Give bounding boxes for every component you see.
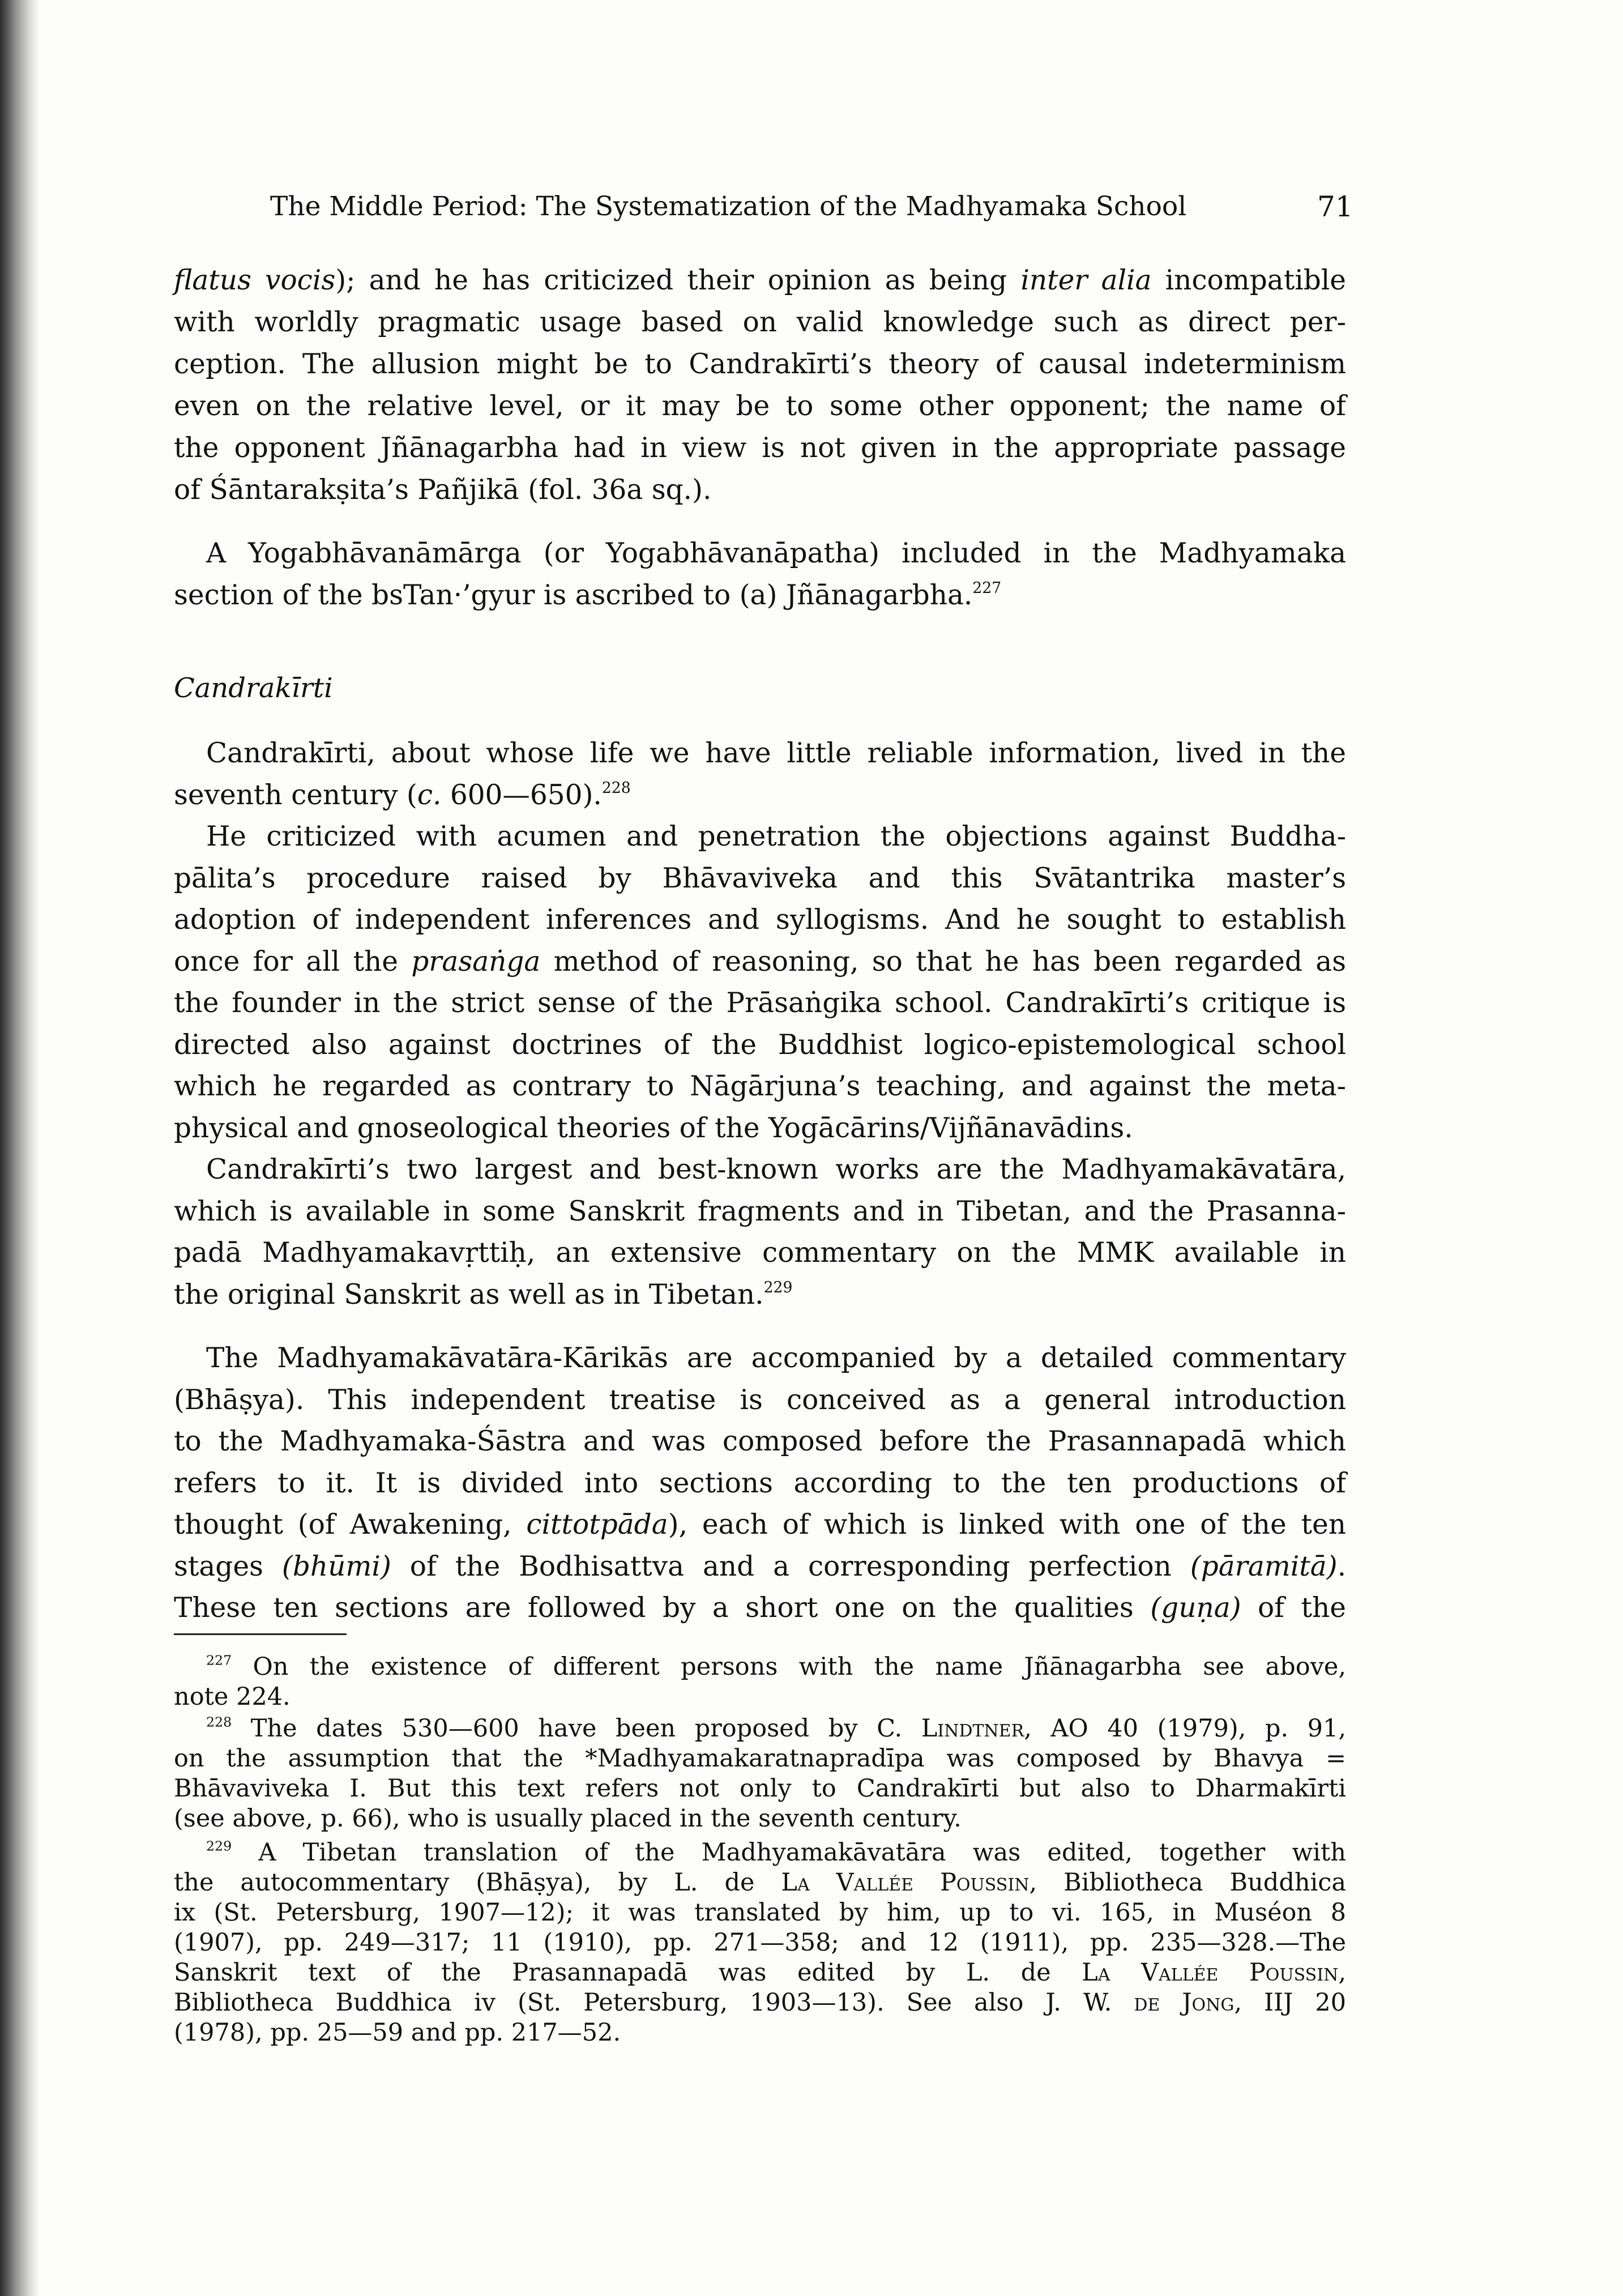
text-line	[174, 532, 1346, 574]
text-run: ception. The allusion might be to Candrakīrti’s theory of causal indeterminism	[174, 348, 1346, 380]
text-run: the autocommentary (Bhāṣya), by L. de	[174, 1868, 781, 1897]
italic-text: c.	[417, 779, 442, 811]
text-run: of the Bodhisattva and a corresponding perfection	[391, 1550, 1190, 1582]
footnote-marker: 229	[763, 1278, 793, 1296]
text-run: (1907), pp. 249—317; 11 (1910), pp. 271—358; and 12 (1911), pp. 235—328.—The	[174, 1928, 1346, 1957]
text-line	[174, 574, 1346, 616]
text-run: A Tibetan translation of the Madhyamakāvatāra was edited, together with	[232, 1838, 1346, 1867]
text-line	[174, 899, 1346, 941]
running-title: The Middle Period: The Systematization of the Madhyamaka School	[270, 191, 1187, 222]
italic-text: (bhūmi)	[281, 1550, 391, 1582]
text-run: These ten sections are followed by a short one on the qualities	[174, 1592, 1151, 1624]
text-run: stages	[174, 1550, 282, 1582]
text-run: of the	[1241, 1592, 1346, 1624]
text-run: even on the relative level, or it may be to some other opponent; the name of	[174, 390, 1346, 422]
paragraph-continuation	[174, 259, 1346, 511]
text-line	[174, 1988, 1346, 2018]
text-line	[174, 1714, 1346, 1744]
text-run: (Bhāṣya). This independent treatise is conceived as a general introduction	[174, 1384, 1346, 1416]
text-line	[174, 1504, 1346, 1546]
text-line	[174, 385, 1346, 427]
running-header	[270, 187, 1353, 227]
text-line	[174, 1868, 1346, 1898]
text-run: which is available in some Sanskrit fragments and in Tibetan, and the Prasanna-	[174, 1195, 1346, 1227]
text-run: directed also against doctrines of the Buddhist logico-epistemological school	[174, 1028, 1346, 1061]
text-line	[174, 733, 1346, 775]
text-line	[174, 1546, 1346, 1588]
text-run: of Śāntarakṣita’s Pañjikā (fol. 36a sq.).	[174, 474, 712, 506]
text-line	[174, 1774, 1346, 1804]
text-line	[174, 2018, 1346, 2048]
text-run: refers to it. It is divided into sections according to the ten productions of	[174, 1467, 1346, 1499]
text-run: 600—650).	[441, 779, 602, 811]
text-line	[174, 1744, 1346, 1774]
text-run: ,	[1338, 1958, 1347, 1987]
text-run: physical and gnoseological theories of the Yogācārins/Vijñānavādins.	[174, 1112, 1133, 1144]
text-run: seventh century (	[174, 779, 417, 811]
author-name-small-caps: Lindtner	[921, 1714, 1024, 1743]
text-line	[174, 1025, 1346, 1066]
text-line	[174, 1338, 1346, 1380]
text-line	[174, 469, 1346, 511]
text-line	[174, 1149, 1346, 1191]
text-run: the opponent Jñānagarbha had in view is not given in the appropriate passage	[174, 432, 1346, 464]
text-run: , Bibliotheca Buddhica	[1029, 1868, 1347, 1897]
paragraph-candrakirti-life	[174, 733, 1346, 816]
text-run: Candrakīrti’s two largest and best-known works are the Madhyamakāvatāra,	[206, 1154, 1346, 1185]
text-line	[174, 343, 1346, 385]
text-line	[174, 816, 1346, 858]
author-name-small-caps: La Vallée Poussin	[1082, 1958, 1339, 1987]
text-run: section of the bsTan·’gyur is ascribed to (a) Jñānagarbha.	[174, 579, 973, 611]
footnote-228	[174, 1714, 1346, 1834]
author-name-small-caps: de Jong	[1134, 1988, 1235, 2017]
text-run: ); and he has criticized their opinion as being	[335, 264, 1021, 296]
text-run: , AO 40 (1979), p. 91,	[1024, 1714, 1346, 1743]
text-run: Sanskrit text of the Prasannapadā was edited by L. de	[174, 1958, 1082, 1987]
text-run: The dates 530—600 have been proposed by C.	[232, 1714, 921, 1743]
text-run: adoption of independent inferences and syllogisms. And he sought to establish	[174, 904, 1346, 936]
text-run: thought (of Awakening,	[174, 1509, 527, 1540]
text-line	[174, 1191, 1346, 1233]
text-line	[174, 1463, 1346, 1505]
text-line	[174, 1804, 1346, 1834]
text-run: The Madhyamakāvatāra-Kārikās are accompanied by a detailed commentary	[206, 1342, 1346, 1374]
footnote-marker: 227	[206, 1652, 232, 1668]
text-run: Bibliotheca Buddhica iv (St. Petersburg, 1903—13). See also J. W.	[174, 1988, 1134, 2017]
text-line	[174, 1274, 1346, 1316]
text-run: on the assumption that the *Madhyamakaratnapradīpa was composed by Bhavya =	[174, 1744, 1346, 1773]
paragraph-yogabhavanamarga	[174, 532, 1346, 616]
text-line	[174, 983, 1346, 1025]
author-name-small-caps: La Vallée Poussin	[781, 1868, 1030, 1897]
text-line	[174, 1421, 1346, 1463]
italic-text: cittotpāda	[526, 1509, 668, 1540]
text-line	[174, 1066, 1346, 1108]
scan-binding-shadow	[0, 0, 40, 2296]
text-run: pālita’s procedure raised by Bhāvaviveka and this Svātantrika master’s	[174, 862, 1346, 894]
paragraph-madhyamakavatara	[174, 1338, 1346, 1629]
text-line	[174, 1838, 1346, 1868]
text-line	[174, 775, 1346, 817]
text-run: A Yogabhāvanāmārga (or Yogabhāvanāpatha) included in the Madhyamaka	[206, 537, 1346, 569]
text-run: the founder in the strict sense of the Prāsaṅgika school. Candrakīrti’s critique is	[174, 987, 1346, 1019]
paragraph-candrakirti-works	[174, 1149, 1346, 1316]
text-line	[174, 1928, 1346, 1958]
text-run: the original Sanskrit as well as in Tibetan.	[174, 1278, 764, 1311]
text-line	[174, 259, 1346, 301]
paragraph-candrakirti-critique	[174, 816, 1346, 1149]
text-run: On the existence of different persons with the name Jñānagarbha see above,	[232, 1653, 1346, 1681]
text-line	[174, 427, 1346, 469]
text-run: Bhāvaviveka I. But this text refers not only to Candrakīrti but also to Dharmakīrti	[174, 1774, 1346, 1803]
text-run: .	[1337, 1550, 1346, 1582]
text-run: incompatible	[1151, 264, 1346, 296]
text-run: once for all the	[174, 945, 412, 978]
italic-text: (guṇa)	[1150, 1592, 1241, 1624]
text-line	[174, 1652, 1346, 1682]
text-line	[174, 858, 1346, 900]
footnote-marker: 229	[206, 1838, 232, 1854]
text-run: note 224.	[174, 1683, 291, 1711]
text-line	[174, 1958, 1346, 1988]
italic-text: flatus vocis	[174, 264, 336, 296]
text-run: with worldly pragmatic usage based on valid knowledge such as direct per-	[174, 306, 1346, 338]
text-line	[174, 1898, 1346, 1928]
text-line	[174, 1380, 1346, 1422]
italic-text: inter alia	[1020, 264, 1152, 296]
text-run: to the Madhyamaka-Śāstra and was composed before the Prasannapadā which	[174, 1426, 1346, 1457]
text-run: He criticized with acumen and penetration the objections against Buddha-	[206, 821, 1346, 852]
text-run: which he regarded as contrary to Nāgārjuna’s teaching, and against the meta-	[174, 1070, 1346, 1102]
italic-text: (pāramitā)	[1190, 1550, 1338, 1582]
text-line	[174, 301, 1346, 343]
section-heading: Candrakīrti	[174, 672, 333, 704]
text-run: , IIJ 20	[1234, 1988, 1346, 2017]
italic-text: prasaṅga	[411, 945, 541, 978]
footnote-marker: 228	[601, 779, 631, 797]
text-line	[174, 1232, 1346, 1274]
text-run: ix (St. Petersburg, 1907—12); it was translated by him, up to vi. 165, in Muséon 8	[174, 1898, 1346, 1927]
text-line	[174, 1587, 1346, 1629]
page-number: 71	[1317, 190, 1353, 223]
text-line	[174, 1682, 1346, 1712]
footnote-marker: 227	[972, 579, 1002, 597]
text-line	[174, 941, 1346, 983]
footnote-229	[174, 1838, 1346, 2048]
text-run: (1978), pp. 25—59 and pp. 217—52.	[174, 2018, 621, 2047]
footnote-separator	[174, 1633, 347, 1635]
text-run: Candrakīrti, about whose life we have little reliable information, lived in the	[206, 737, 1346, 769]
text-run: (see above, p. 66), who is usually placed in the seventh century.	[174, 1804, 962, 1833]
text-run: ), each of which is linked with one of the ten	[668, 1509, 1346, 1540]
text-line	[174, 1108, 1346, 1150]
footnote-227	[174, 1652, 1346, 1712]
text-run: padā Madhyamakavṛttiḥ, an extensive commentary on the MMK available in	[174, 1237, 1346, 1269]
footnote-marker: 228	[206, 1714, 232, 1730]
text-run: method of reasoning, so that he has been regarded as	[540, 945, 1347, 978]
